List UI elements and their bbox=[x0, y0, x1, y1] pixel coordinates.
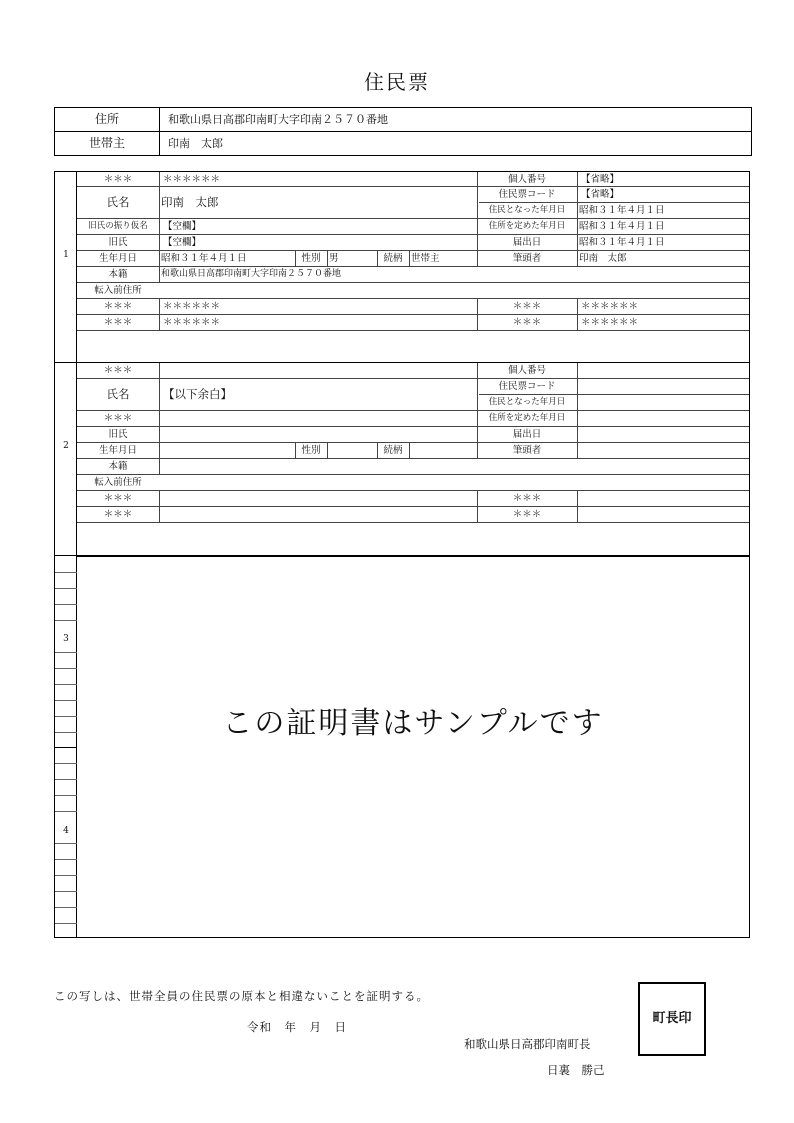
birth-value: 昭和３１年４月１日 bbox=[161, 253, 247, 264]
prev-address-label: 転入前住所 bbox=[94, 285, 142, 296]
resident-code-label: 住民票コード bbox=[498, 381, 556, 392]
sample-watermark: この証明書はサンプルです bbox=[222, 706, 604, 741]
resident-records-grid bbox=[54, 171, 750, 938]
relation-label: 続柄 bbox=[383, 445, 403, 456]
stars-label-2: ＊＊＊ bbox=[103, 413, 133, 424]
name-label: 氏名 bbox=[106, 195, 130, 209]
record-number-3: 3 bbox=[63, 634, 69, 644]
old-name-value: 【空欄】 bbox=[163, 237, 202, 248]
sex-label: 性別 bbox=[301, 445, 321, 456]
birth-label: 生年月日 bbox=[98, 253, 137, 264]
extra2-right-value: ＊＊＊＊＊＊ bbox=[581, 317, 639, 328]
name-value: 【以下余白】 bbox=[163, 387, 232, 401]
blank-records-box bbox=[77, 556, 749, 937]
householder-label: 世帯主 bbox=[55, 132, 160, 155]
old-name-kana-value: 【空欄】 bbox=[163, 221, 202, 232]
record-1 bbox=[55, 172, 749, 363]
address-label: 住所 bbox=[55, 108, 160, 131]
old-name-label: 旧氏 bbox=[108, 237, 128, 248]
became-resident-value: 昭和３１年４月１日 bbox=[579, 205, 665, 216]
became-resident-label: 住民となった年月日 bbox=[488, 205, 566, 215]
certification-text: この写しは、世帯全員の住民票の原本と相違ないことを証明する。 bbox=[54, 989, 429, 1003]
name-value: 印南 太郎 bbox=[161, 195, 219, 209]
document-title: 住民票 bbox=[364, 70, 430, 94]
notified-label: 届出日 bbox=[512, 429, 542, 440]
honseki-label: 本籍 bbox=[108, 461, 128, 472]
householder-row bbox=[55, 132, 751, 155]
extra2-left-value: ＊＊＊＊＊＊ bbox=[163, 317, 221, 328]
head-label: 筆頭者 bbox=[512, 253, 542, 264]
extra2-left-label: ＊＊＊ bbox=[103, 317, 133, 328]
extra1-left-label: ＊＊＊ bbox=[103, 301, 133, 312]
mayor-title: 和歌山県日高郡印南町長 bbox=[464, 1037, 591, 1051]
address-value: 和歌山県日高郡印南町大字印南２５７０番地 bbox=[168, 113, 388, 126]
set-address-label: 住所を定めた年月日 bbox=[488, 221, 566, 231]
old-name-kana-label: 旧氏の振り仮名 bbox=[88, 221, 148, 231]
old-name-label: 旧氏 bbox=[108, 429, 128, 440]
record-number-4: 4 bbox=[63, 826, 69, 836]
personal-no-label: 個人番号 bbox=[507, 174, 546, 185]
notified-value: 昭和３１年４月１日 bbox=[579, 237, 665, 248]
stars-value: ＊＊＊＊＊＊ bbox=[163, 174, 221, 185]
set-address-label: 住所を定めた年月日 bbox=[488, 413, 566, 423]
mayor-name: 日裏 勝己 bbox=[547, 1063, 605, 1077]
personal-no-value: 【省略】 bbox=[581, 174, 620, 185]
resident-code-label: 住民票コード bbox=[498, 189, 556, 200]
birth-label: 生年月日 bbox=[98, 445, 137, 456]
extra1-right-label: ＊＊＊ bbox=[512, 493, 542, 504]
extra1-right-value: ＊＊＊＊＊＊ bbox=[581, 301, 639, 312]
extra2-left-label: ＊＊＊ bbox=[103, 509, 133, 520]
notified-label: 届出日 bbox=[512, 237, 542, 248]
extra1-right-label: ＊＊＊ bbox=[512, 301, 542, 312]
extra2-right-label: ＊＊＊ bbox=[512, 509, 542, 520]
stars-label: ＊＊＊ bbox=[103, 174, 133, 185]
issue-date: 令和 年 月 日 bbox=[247, 1020, 347, 1034]
honseki-label: 本籍 bbox=[108, 269, 128, 280]
stars-label: ＊＊＊ bbox=[103, 365, 133, 376]
mayor-seal: 町長印 bbox=[638, 982, 706, 1056]
honseki-value: 和歌山県日高郡印南町大字印南２５７０番地 bbox=[161, 269, 342, 279]
head-value: 印南 太郎 bbox=[579, 253, 627, 264]
resident-code-value: 【省略】 bbox=[581, 189, 620, 200]
extra1-left-label: ＊＊＊ bbox=[103, 493, 133, 504]
record-number: 1 bbox=[63, 250, 69, 260]
householder-value: 印南 太郎 bbox=[168, 137, 223, 150]
address-row bbox=[55, 108, 751, 132]
personal-no-label: 個人番号 bbox=[507, 365, 546, 376]
became-resident-label: 住民となった年月日 bbox=[488, 397, 566, 407]
sex-value: 男 bbox=[329, 253, 339, 264]
prev-address-label: 転入前住所 bbox=[94, 477, 142, 488]
sex-label: 性別 bbox=[301, 253, 321, 264]
extra1-left-value: ＊＊＊＊＊＊ bbox=[163, 301, 221, 312]
household-info-table bbox=[54, 107, 752, 156]
set-address-value: 昭和３１年４月１日 bbox=[579, 221, 665, 232]
extra2-right-label: ＊＊＊ bbox=[512, 317, 542, 328]
head-label: 筆頭者 bbox=[512, 445, 542, 456]
name-label: 氏名 bbox=[106, 387, 130, 401]
relation-label: 続柄 bbox=[383, 253, 403, 264]
record-number: 2 bbox=[63, 441, 69, 451]
record-2 bbox=[55, 363, 749, 556]
relation-value: 世帯主 bbox=[411, 253, 440, 264]
